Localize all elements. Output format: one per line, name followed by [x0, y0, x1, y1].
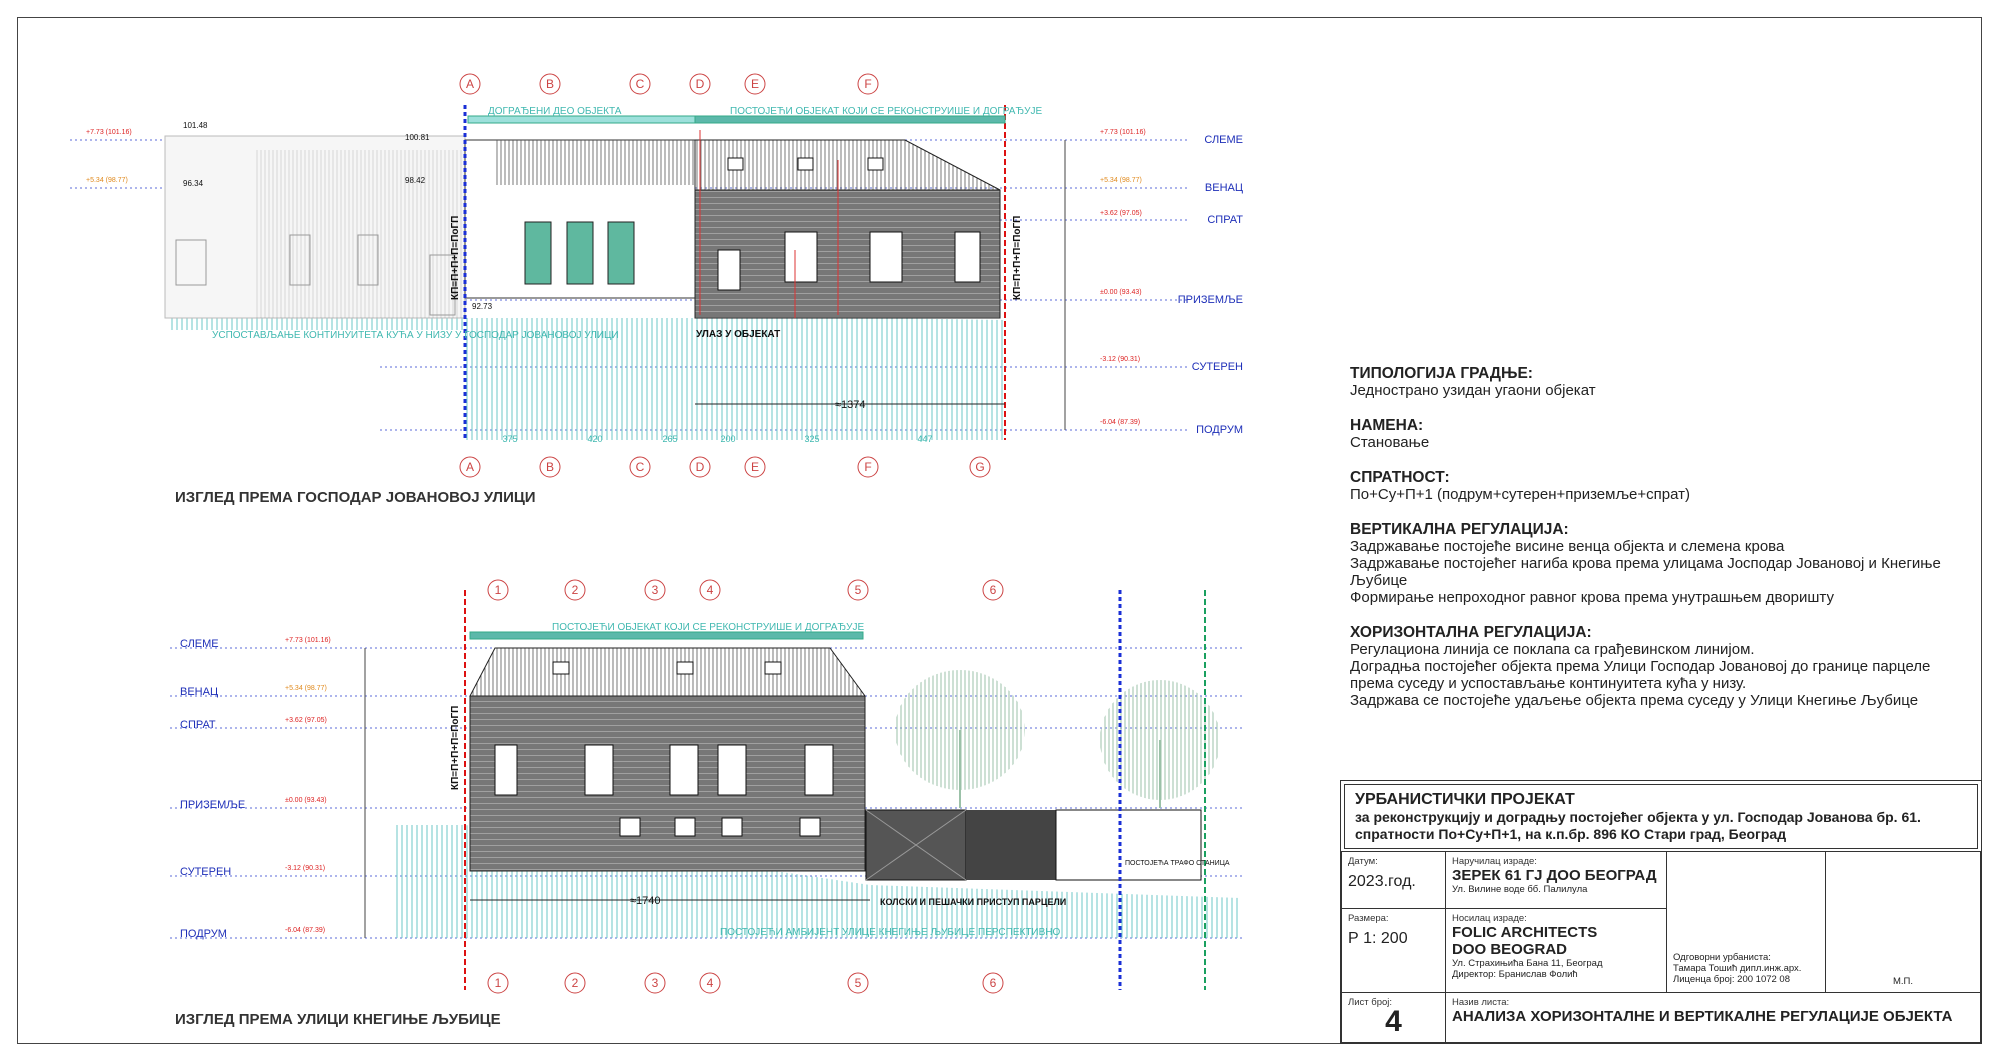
client-cell: Наручилац израде: ЗЕРЕК 61 ГЈ ДОО БЕОГРАД Ул. Вилине воде бб. Палилула — [1445, 851, 1667, 909]
dim-bottom: 447 — [917, 434, 933, 444]
station-label: ПОСТОЈЕЋА ТРАФО СТАНИЦА — [1125, 860, 1230, 867]
axis-label: B — [545, 77, 555, 91]
info-typology: ТИПОЛОГИЈА ГРАДЊЕ: Једнострано узидан угаони објекат — [1350, 365, 1596, 399]
axis-label: G — [975, 460, 985, 474]
access-label: КОЛСКИ И ПЕШАЧКИ ПРИСТУП ПАРЦЕЛИ — [880, 897, 1067, 907]
info-vertical: ВЕРТИКАЛНА РЕГУЛАЦИЈА: Задржавање постојеће висине венца објекта и слемена крова Задржавање постојећег нагиба крова према улицама Јосподар Јовановој и Кнегиње Љубице Формирање непроходног равног крова према унутрашњем дворишту — [1350, 521, 1941, 606]
axis-label: 6 — [989, 976, 997, 990]
length-label: ≈1740 — [630, 895, 661, 907]
axis-label: 4 — [706, 583, 714, 597]
neighbor-level: 96.34 — [183, 179, 204, 188]
level-value: ±0.00 (93.43) — [1100, 289, 1142, 296]
length-label: ≈1374 — [835, 399, 866, 411]
level-value: +7.73 (101.16) — [86, 129, 132, 136]
height-code: КП=П+П+П=ПоГП — [1012, 215, 1023, 300]
neighbor-level: 98.42 — [405, 176, 426, 185]
project-box — [1344, 784, 1978, 849]
neighbor-level: 101.48 — [183, 121, 208, 130]
axis-label: D — [695, 77, 705, 91]
entrance-label: УЛАЗ У ОБЈЕКАТ — [696, 329, 781, 340]
elevation-2-title: ИЗГЛЕД ПРЕМА УЛИЦИ КНЕГИЊЕ ЉУБИЦЕ — [175, 1011, 501, 1028]
level-name: СУТЕРЕН — [1191, 361, 1243, 373]
axis-label: 1 — [494, 976, 502, 990]
dim-bottom: 265 — [662, 434, 678, 444]
axis-label: E — [750, 460, 760, 474]
axis-label: E — [750, 77, 760, 91]
regulation-info — [1350, 365, 1970, 727]
level-value: -3.12 (90.31) — [285, 865, 326, 872]
axis-label: 2 — [571, 583, 579, 597]
level-name: СЛЕМЕ — [1204, 134, 1243, 146]
level-value: ±0.00 (93.43) — [285, 797, 327, 804]
continuity-note: УСПОСТАВЉАЊЕ КОНТИНУИТЕТА КУЋА У НИЗУ У ГОСПОДАР ЈОВАНОВОЈ УЛИЦИ — [212, 330, 619, 341]
height-code: КП=П+П+П=ПоГП — [450, 215, 461, 300]
project-subtitle: спратности По+Су+П+1, на к.п.бр. 896 КО Стари град, Београд — [1355, 826, 1787, 842]
sheet-number-cell: Лист број: 4 — [1341, 992, 1446, 1043]
band-new-label: ДОГРАЂЕНИ ДЕО ОБЈЕКТА — [488, 106, 622, 117]
level-value: +5.34 (98.77) — [1100, 177, 1142, 184]
axis-label: 6 — [989, 583, 997, 597]
band-existing-label: ПОСТОЈЕЋИ ОБЈЕКАТ КОЈИ СЕ РЕКОНСТРУИШЕ И ДОГРАЂУЈЕ — [552, 622, 865, 633]
axis-label: C — [635, 77, 645, 91]
level-name: ПРИЗЕМЉЕ — [180, 799, 246, 811]
level-name: ПОДРУМ — [180, 928, 227, 940]
sheet-name-cell: Назив листа: АНАЛИЗА ХОРИЗОНТАЛНЕ И ВЕРТИКАЛНЕ РЕГУЛАЦИЈЕ ОБЈЕКТА — [1445, 992, 1981, 1043]
axis-label: 5 — [854, 583, 862, 597]
dim-bottom: 375 — [502, 434, 518, 444]
axis-label: D — [695, 460, 705, 474]
axis-label: F — [864, 460, 872, 474]
elevation-2 — [170, 590, 1245, 990]
level-value: +3.62 (97.05) — [285, 717, 327, 724]
axis-label: 4 — [706, 976, 714, 990]
band-existing-label: ПОСТОЈЕЋИ ОБЈЕКАТ КОЈИ СЕ РЕКОНСТРУИШЕ И ДОГРАЂУЈЕ — [730, 106, 1043, 117]
level-name: СПРАТ — [1207, 214, 1243, 226]
elevation-1-title: ИЗГЛЕД ПРЕМА ГОСПОДАР ЈОВАНОВОЈ УЛИЦИ — [175, 489, 536, 506]
level-value: +7.73 (101.16) — [285, 637, 331, 644]
info-horizontal: ХОРИЗОНТАЛНА РЕГУЛАЦИЈА: Регулациона линија се поклапа са грађевинском линијом. Доградња постојећег објекта према Улици Господар Јовановој до границе парцеле према суседу и успостављање континуитета кућа у низу. Задржава се постојеће удаљење објекта према суседу у Улици Кнегиње Љубице — [1350, 624, 1931, 709]
axis-label: B — [545, 460, 555, 474]
level-name: ВЕНАЦ — [180, 686, 219, 698]
dim-bottom: 420 — [587, 434, 603, 444]
stamp-cell: М.П. — [1825, 851, 1981, 993]
axis-label: 1 — [494, 583, 502, 597]
axis-label: A — [465, 77, 475, 91]
scale-cell: Размера: Р 1: 200 — [1341, 908, 1446, 993]
level-name: ПРИЗЕМЉЕ — [1177, 294, 1243, 306]
level-value: -6.04 (87.39) — [1100, 419, 1141, 426]
level-value: -6.04 (87.39) — [285, 927, 326, 934]
neighbor-level: 100.81 — [405, 133, 430, 142]
axis-label: 5 — [854, 976, 862, 990]
axis-label: 3 — [651, 976, 659, 990]
project-title: УРБАНИСТИЧКИ ПРОЈЕКАТ — [1355, 791, 1575, 808]
axis-label: A — [465, 460, 475, 474]
dim-bottom: 200 — [720, 434, 736, 444]
info-storeys: СПРАТНОСТ: По+Су+П+1 (подрум+сутерен+приземље+спрат) — [1350, 469, 1691, 503]
info-purpose: НАМЕНА: Становање — [1350, 417, 1430, 451]
axis-label: 2 — [571, 976, 579, 990]
level-value: +5.34 (98.77) — [86, 177, 128, 184]
date-cell: Датум: 2023.год. — [1341, 851, 1446, 909]
level-name: ПОДРУМ — [1196, 424, 1243, 436]
axis-label: C — [635, 460, 645, 474]
tree-icon — [895, 670, 1220, 808]
dim-bottom: 325 — [804, 434, 820, 444]
neighbor-level: 92.73 — [472, 302, 493, 311]
level-name: СУТЕРЕН — [180, 866, 232, 878]
level-value: -3.12 (90.31) — [1100, 356, 1141, 363]
title-block — [1340, 780, 1982, 1044]
level-value: +3.62 (97.05) — [1100, 210, 1142, 217]
street-note: ПОСТОЈЕЋИ АМБИЈЕНТ УЛИЦЕ КНЕГИЊЕ ЉУБИЦЕ ПЕРСПЕКТИВНО — [720, 927, 1061, 938]
level-name: СЛЕМЕ — [180, 638, 219, 650]
axis-label: 3 — [651, 583, 659, 597]
project-subtitle: за реконструкцију и доградњу постојећег објекта у ул. Господар Јованова бр. 61. — [1355, 809, 1921, 825]
height-code: КП=П+П+П=ПоГП — [450, 705, 461, 790]
level-name: СПРАТ — [180, 719, 216, 731]
level-name: ВЕНАЦ — [1204, 182, 1243, 194]
level-value: +5.34 (98.77) — [285, 685, 327, 692]
axis-label: F — [864, 77, 872, 91]
maker-cell: Носилац израде: FOLIC ARCHITECTS DOO BEOGRAD Ул. Страхињића Бана 11, Београд Директор: Бранислав Фолић — [1445, 908, 1667, 993]
planner-cell: Одговорни урбаниста: Тамара Тошић дипл.инж.арх. Лиценца број: 200 1072 08 — [1666, 851, 1826, 993]
level-value: +7.73 (101.16) — [1100, 129, 1146, 136]
